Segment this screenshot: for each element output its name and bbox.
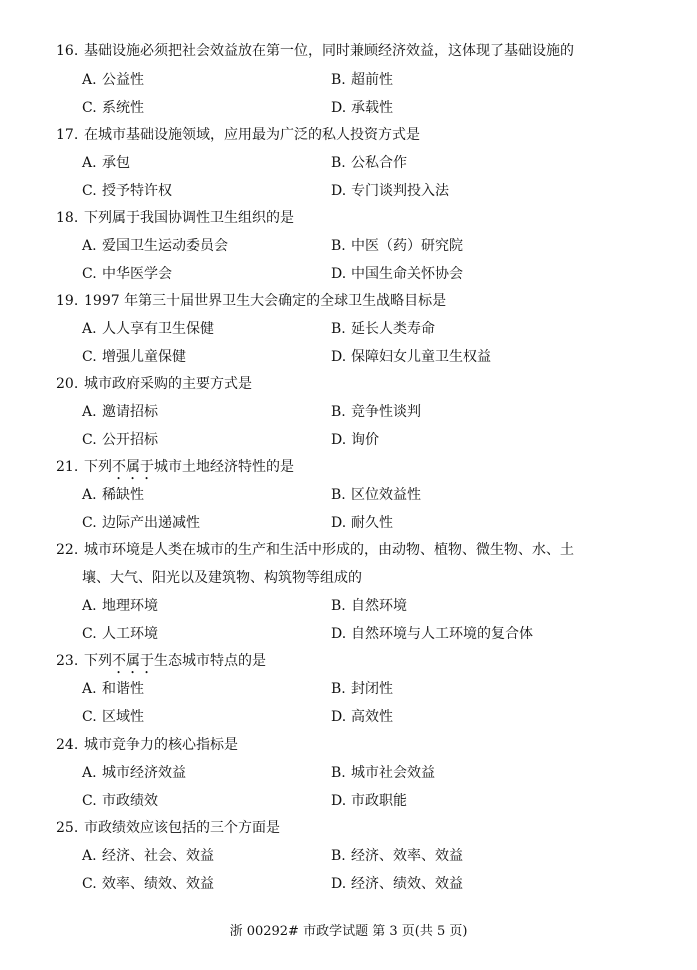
option-a bbox=[82, 152, 130, 172]
question-text: 1997 年第三十届世界卫生大会确定的全球卫生战略目标是 bbox=[84, 293, 447, 309]
question-number: 19. bbox=[56, 293, 79, 309]
question-text-pre: 下列 bbox=[84, 653, 112, 669]
emphasis-text: 不属于 bbox=[112, 653, 154, 669]
option-text: 区位效益性 bbox=[351, 487, 421, 503]
option-b bbox=[331, 235, 463, 255]
option-a bbox=[82, 678, 144, 698]
option-letter: B. bbox=[331, 404, 346, 420]
option-text: 经济、绩效、效益 bbox=[351, 876, 463, 892]
option-letter: D. bbox=[331, 183, 347, 199]
question-text: 城市环境是人类在城市的生产和生活中形成的，由动物、植物、微生物、水、土 bbox=[84, 542, 574, 558]
option-letter: B. bbox=[331, 765, 346, 781]
option-a bbox=[82, 762, 186, 782]
option-letter: D. bbox=[331, 793, 347, 809]
option-c bbox=[82, 180, 172, 200]
question-18 bbox=[56, 207, 294, 227]
option-text: 中医（药）研究院 bbox=[351, 238, 463, 254]
option-letter: B. bbox=[331, 155, 346, 171]
option-d bbox=[331, 706, 393, 726]
option-c bbox=[82, 263, 172, 283]
option-text: 边际产出递减性 bbox=[102, 515, 200, 531]
option-text: 耐久性 bbox=[351, 515, 393, 531]
option-text: 公私合作 bbox=[351, 155, 407, 171]
option-text: 经济、社会、效益 bbox=[102, 848, 214, 864]
option-b bbox=[331, 401, 421, 421]
option-b bbox=[331, 69, 393, 89]
option-letter: A. bbox=[82, 765, 97, 781]
option-text: 城市经济效益 bbox=[102, 765, 186, 781]
option-letter: C. bbox=[82, 709, 97, 725]
option-letter: B. bbox=[331, 72, 346, 88]
option-c bbox=[82, 429, 158, 449]
option-letter: D. bbox=[331, 432, 347, 448]
option-c bbox=[82, 706, 144, 726]
option-c bbox=[82, 346, 186, 366]
question-number: 20. bbox=[56, 376, 79, 392]
option-letter: B. bbox=[331, 238, 346, 254]
option-letter: A. bbox=[82, 404, 97, 420]
option-a bbox=[82, 235, 228, 255]
option-text: 超前性 bbox=[351, 72, 393, 88]
option-letter: D. bbox=[331, 515, 347, 531]
option-d bbox=[331, 873, 463, 893]
option-d bbox=[331, 180, 449, 200]
option-d bbox=[331, 790, 407, 810]
option-b bbox=[331, 484, 421, 504]
question-number: 16. bbox=[56, 43, 79, 59]
option-letter: A. bbox=[82, 487, 97, 503]
option-text: 经济、效率、效益 bbox=[351, 848, 463, 864]
question-number: 23. bbox=[56, 653, 79, 669]
question-text: 城市政府采购的主要方式是 bbox=[84, 376, 252, 392]
question-21 bbox=[56, 456, 294, 483]
option-text: 区域性 bbox=[102, 709, 144, 725]
option-letter: C. bbox=[82, 432, 97, 448]
option-a bbox=[82, 595, 158, 615]
option-b bbox=[331, 762, 435, 782]
option-text: 延长人类寿命 bbox=[351, 321, 435, 337]
option-text: 和谐性 bbox=[102, 681, 144, 697]
question-text: 在城市基础设施领域，应用最为广泛的私人投资方式是 bbox=[84, 127, 420, 143]
option-text: 市政绩效 bbox=[102, 793, 158, 809]
option-text: 授予特许权 bbox=[102, 183, 172, 199]
question-text-pre: 下列 bbox=[84, 459, 112, 475]
option-text: 专门谈判投入法 bbox=[351, 183, 449, 199]
option-b bbox=[331, 152, 407, 172]
option-b bbox=[331, 318, 435, 338]
option-a bbox=[82, 318, 214, 338]
page-footer: 浙 00292# 市政学试题 第 3 页(共 5 页) bbox=[229, 924, 468, 939]
option-text: 保障妇女儿童卫生权益 bbox=[351, 349, 491, 365]
option-letter: D. bbox=[331, 876, 347, 892]
question-number: 17. bbox=[56, 127, 79, 143]
option-letter: D. bbox=[331, 100, 347, 116]
option-a bbox=[82, 401, 158, 421]
option-d bbox=[331, 97, 393, 117]
option-letter: C. bbox=[82, 876, 97, 892]
option-c bbox=[82, 623, 158, 643]
option-letter: C. bbox=[82, 100, 97, 116]
option-letter: C. bbox=[82, 793, 97, 809]
question-number: 25. bbox=[56, 820, 79, 836]
option-text: 询价 bbox=[351, 432, 379, 448]
question-20 bbox=[56, 373, 252, 393]
option-letter: D. bbox=[331, 626, 347, 642]
question-23 bbox=[56, 650, 266, 677]
option-text: 中华医学会 bbox=[102, 266, 172, 282]
option-letter: C. bbox=[82, 626, 97, 642]
option-letter: A. bbox=[82, 155, 97, 171]
option-a bbox=[82, 845, 214, 865]
option-d bbox=[331, 429, 379, 449]
question-number: 22. bbox=[56, 542, 79, 558]
option-d bbox=[331, 263, 463, 283]
question-text: 下列属于我国协调性卫生组织的是 bbox=[84, 210, 294, 226]
question-25 bbox=[56, 817, 280, 837]
option-letter: A. bbox=[82, 238, 97, 254]
option-text: 自然环境 bbox=[351, 598, 407, 614]
question-text-continued: 壤、大气、阳光以及建筑物、构筑物等组成的 bbox=[82, 570, 362, 586]
question-text-post: 城市土地经济特性的是 bbox=[154, 459, 294, 475]
option-text: 地理环境 bbox=[102, 598, 158, 614]
option-c bbox=[82, 873, 214, 893]
option-text: 承载性 bbox=[351, 100, 393, 116]
option-text: 效率、绩效、效益 bbox=[102, 876, 214, 892]
question-text: 市政绩效应该包括的三个方面是 bbox=[84, 820, 280, 836]
question-text: 城市竞争力的核心指标是 bbox=[84, 737, 238, 753]
option-text: 高效性 bbox=[351, 709, 393, 725]
option-c bbox=[82, 512, 200, 532]
option-c bbox=[82, 97, 144, 117]
emphasis-text: 不属于 bbox=[112, 459, 154, 475]
option-letter: A. bbox=[82, 321, 97, 337]
option-b bbox=[331, 845, 463, 865]
option-letter: D. bbox=[331, 266, 347, 282]
option-text: 城市社会效益 bbox=[351, 765, 435, 781]
option-text: 中国生命关怀协会 bbox=[351, 266, 463, 282]
option-letter: B. bbox=[331, 848, 346, 864]
option-letter: A. bbox=[82, 598, 97, 614]
option-text: 稀缺性 bbox=[102, 487, 144, 503]
question-text: 基础设施必须把社会效益放在第一位，同时兼顾经济效益，这体现了基础设施的 bbox=[84, 43, 574, 59]
question-number: 21. bbox=[56, 459, 79, 475]
option-letter: D. bbox=[331, 709, 347, 725]
option-letter: C. bbox=[82, 349, 97, 365]
question-24 bbox=[56, 734, 238, 754]
question-16 bbox=[56, 40, 574, 60]
question-number: 18. bbox=[56, 210, 79, 226]
option-letter: B. bbox=[331, 681, 346, 697]
question-text-post: 生态城市特点的是 bbox=[154, 653, 266, 669]
option-a bbox=[82, 484, 144, 504]
option-text: 自然环境与人工环境的复合体 bbox=[351, 626, 533, 642]
option-d bbox=[331, 623, 533, 643]
option-text: 承包 bbox=[102, 155, 130, 171]
option-letter: A. bbox=[82, 72, 97, 88]
option-text: 公益性 bbox=[102, 72, 144, 88]
option-letter: C. bbox=[82, 266, 97, 282]
question-22 bbox=[56, 539, 574, 559]
option-text: 封闭性 bbox=[351, 681, 393, 697]
option-letter: D. bbox=[331, 349, 347, 365]
option-letter: B. bbox=[331, 487, 346, 503]
option-d bbox=[331, 346, 491, 366]
option-letter: A. bbox=[82, 848, 97, 864]
option-letter: C. bbox=[82, 515, 97, 531]
option-a bbox=[82, 69, 144, 89]
option-text: 公开招标 bbox=[102, 432, 158, 448]
option-text: 竞争性谈判 bbox=[351, 404, 421, 420]
option-c bbox=[82, 790, 158, 810]
option-text: 增强儿童保健 bbox=[102, 349, 186, 365]
option-b bbox=[331, 678, 393, 698]
option-text: 人工环境 bbox=[102, 626, 158, 642]
question-19 bbox=[56, 290, 446, 310]
question-17 bbox=[56, 124, 420, 144]
option-text: 爱国卫生运动委员会 bbox=[102, 238, 228, 254]
option-letter: C. bbox=[82, 183, 97, 199]
option-b bbox=[331, 595, 407, 615]
question-number: 24. bbox=[56, 737, 79, 753]
option-letter: B. bbox=[331, 598, 346, 614]
option-text: 人人享有卫生保健 bbox=[102, 321, 214, 337]
option-letter: B. bbox=[331, 321, 346, 337]
option-text: 市政职能 bbox=[351, 793, 407, 809]
option-text: 邀请招标 bbox=[102, 404, 158, 420]
option-letter: A. bbox=[82, 681, 97, 697]
option-text: 系统性 bbox=[102, 100, 144, 116]
option-d bbox=[331, 512, 393, 532]
